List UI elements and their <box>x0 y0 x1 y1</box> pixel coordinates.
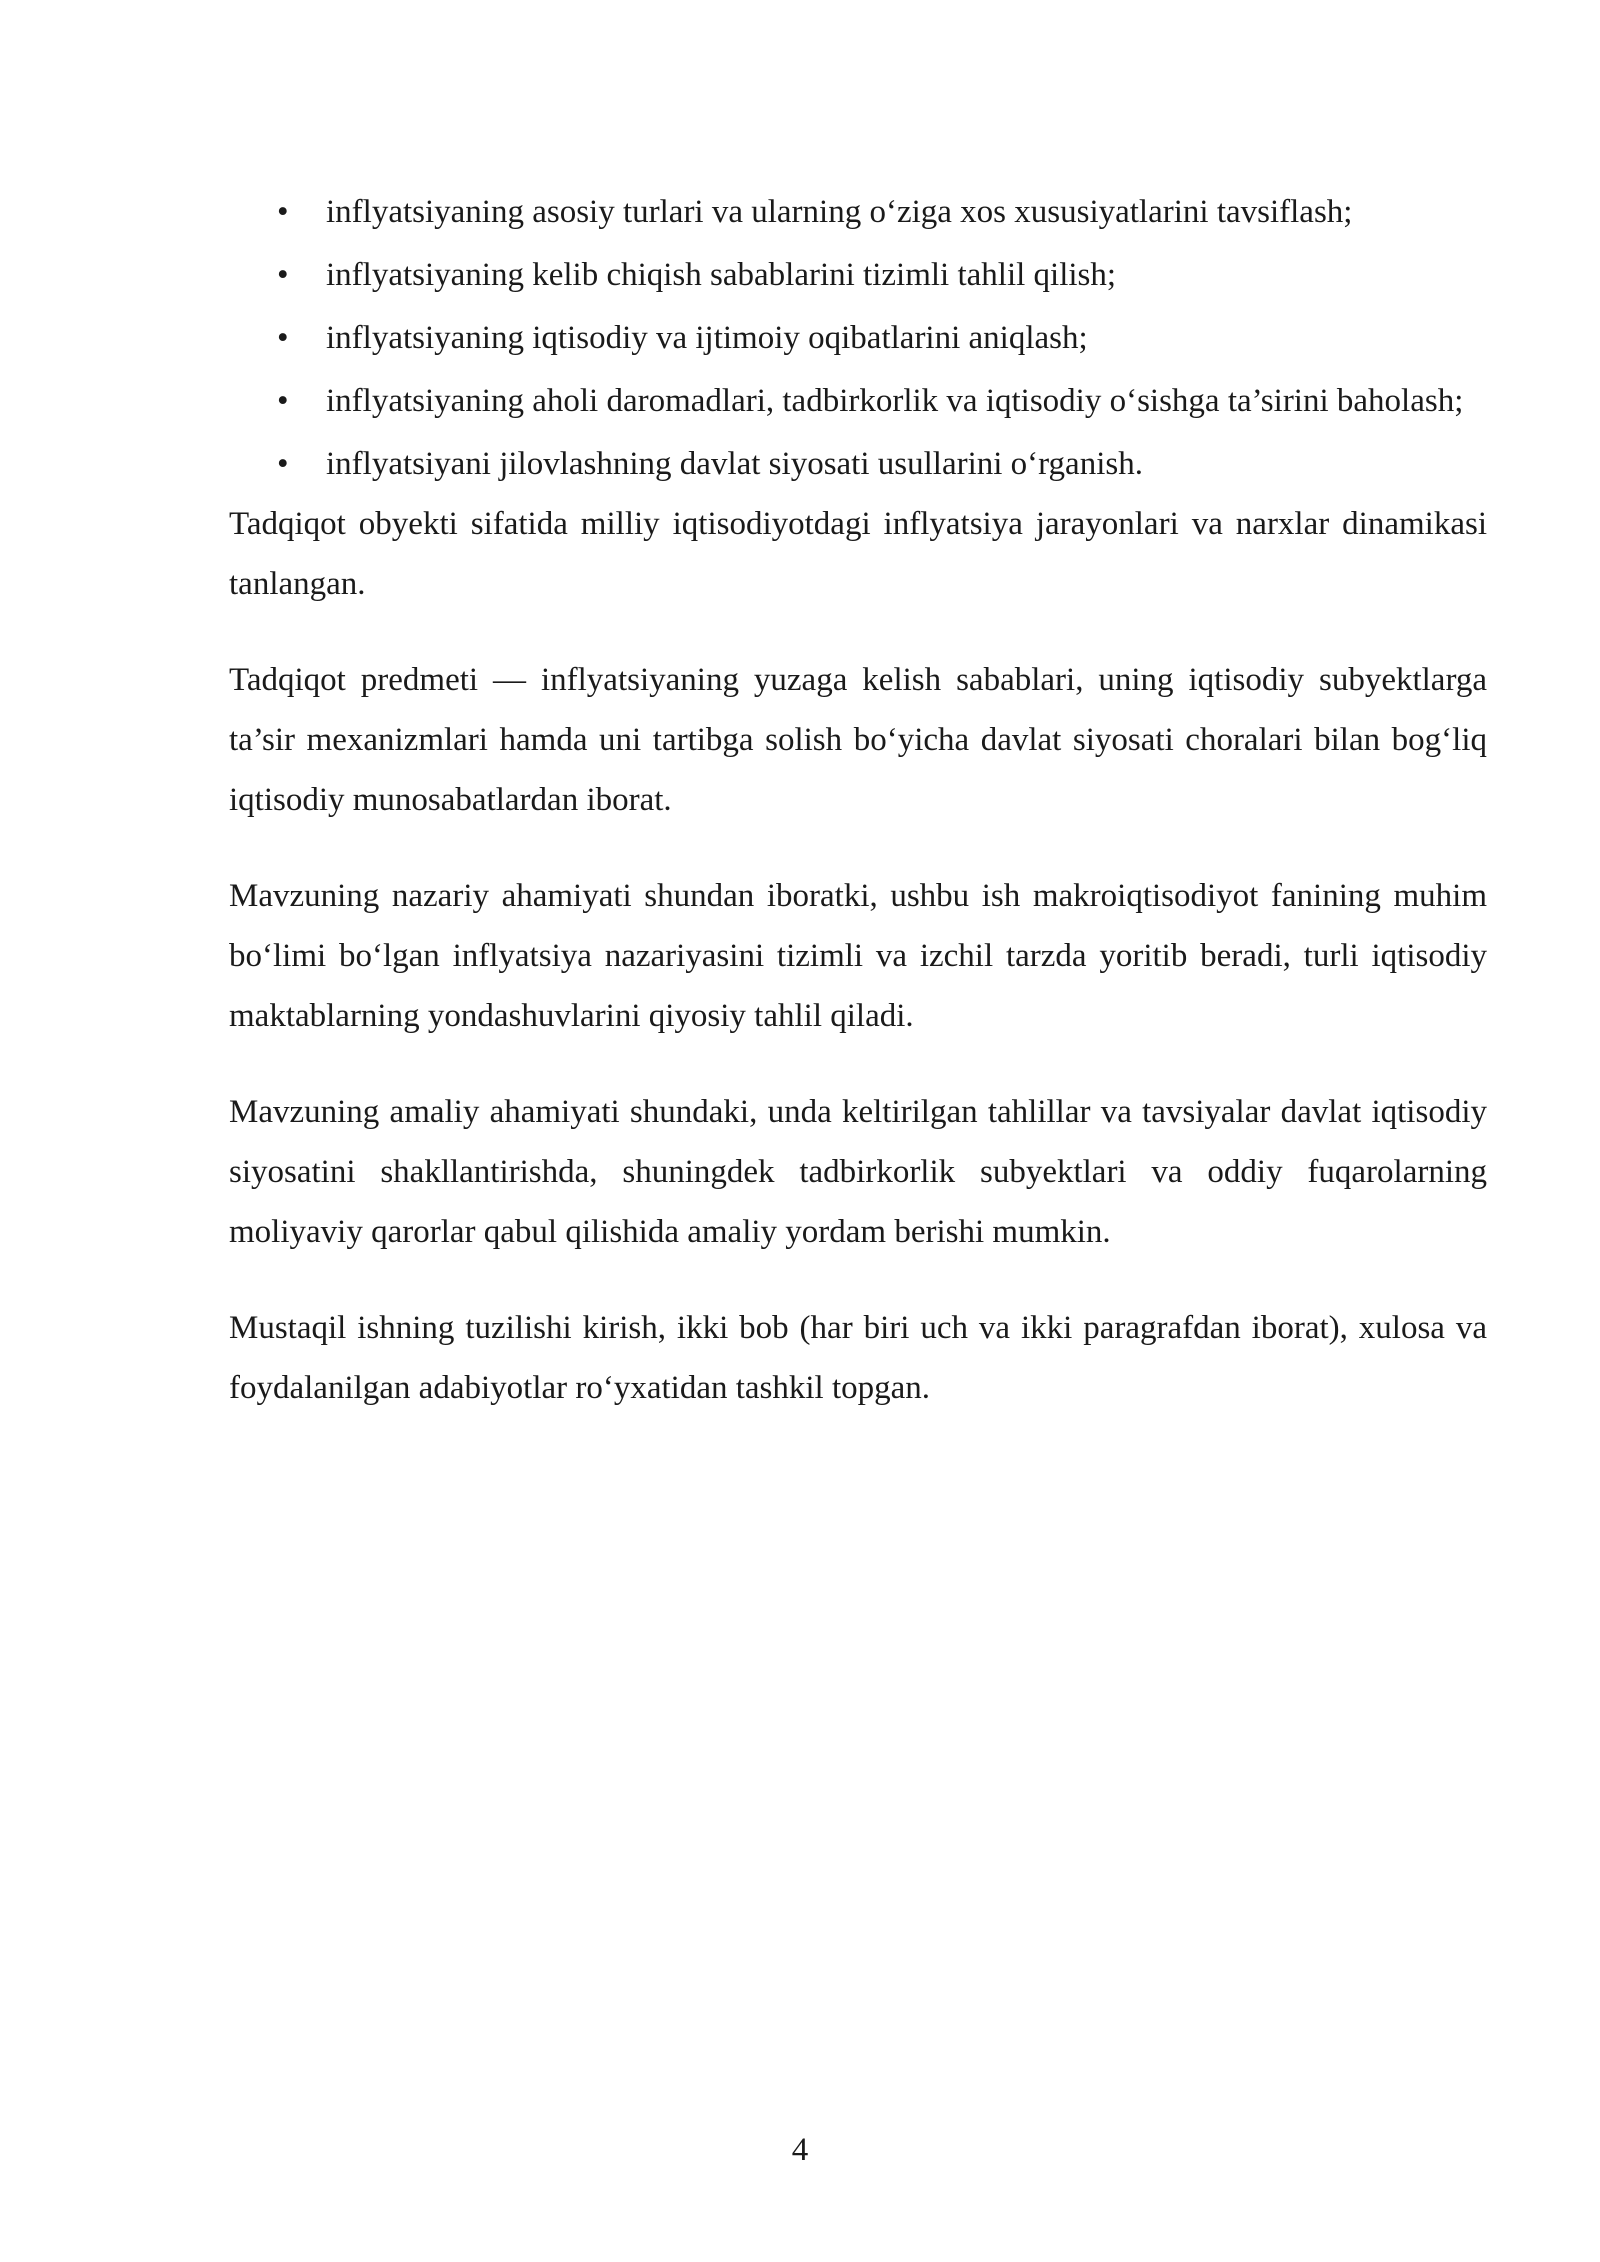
theoretical-significance-paragraph: Mavzuning nazariy ahamiyati shundan iboratki, ushbu ish makroiqtisodiyot fanining muhim bo‘limi bo‘lgan inflyatsiya nazariyasini tizimli va izchil tarzda yoritib beradi, turli iqtisodiy maktablarning yondashuvlarini qiyosiy tahlil qiladi. <box>229 878 1487 1034</box>
bullet-icon: • <box>277 194 289 230</box>
bullet-icon: • <box>277 320 289 356</box>
bullet-icon: • <box>277 383 289 419</box>
page-number: 4 <box>791 2132 809 2168</box>
list-item-text: inflyatsiyaning asosiy turlari va ularning o‘ziga xos xususiyatlarini tavsiflash; <box>326 194 1353 230</box>
list-item <box>229 376 1487 426</box>
list-item-text: inflyatsiyaning kelib chiqish sabablarini tizimli tahlil qilish; <box>326 257 1117 293</box>
list-item <box>229 250 1487 300</box>
research-subject-paragraph: Tadqiqot predmeti — inflyatsiyaning yuzaga kelish sabablari, uning iqtisodiy subyektlarga ta’sir mexanizmlari hamda uni tartibga solish bo‘yicha davlat siyosati choralari bilan bog‘liq iqtisodiy munosabatlardan iborat. <box>229 662 1487 818</box>
bullet-icon: • <box>277 446 289 482</box>
list-item-text: inflyatsiyani jilovlashning davlat siyosati usullarini o‘rganish. <box>326 446 1143 482</box>
list-item <box>229 313 1487 363</box>
structure-paragraph: Mustaqil ishning tuzilishi kirish, ikki bob (har biri uch va ikki paragrafdan iborat), xulosa va foydalanilgan adabiyotlar ro‘yxatidan tashkil topgan. <box>229 1310 1487 1406</box>
practical-significance-paragraph: Mavzuning amaliy ahamiyati shundaki, unda keltirilgan tahlillar va tavsiyalar davlat iqtisodiy siyosatini shakllantirishda, shuningdek tadbirkorlik subyektlari va oddiy fuqarolarning moliyaviy qarorlar qabul qilishida amaliy yordam berishi mumkin. <box>229 1094 1487 1250</box>
bullet-icon: • <box>277 257 289 293</box>
list-item-text: inflyatsiyaning iqtisodiy va ijtimoiy oqibatlarini aniqlash; <box>326 320 1088 356</box>
page-content <box>229 187 1487 1454</box>
list-item-text: inflyatsiyaning aholi daromadlari, tadbirkorlik va iqtisodiy o‘sishga ta’sirini baholash; <box>326 383 1464 419</box>
list-item <box>229 439 1487 489</box>
research-object-paragraph: Tadqiqot obyekti sifatida milliy iqtisodiyotdagi inflyatsiya jarayonlari va narxlar dinamikasi tanlangan. <box>229 506 1487 602</box>
list-item <box>229 187 1487 237</box>
objectives-list <box>229 187 1487 489</box>
